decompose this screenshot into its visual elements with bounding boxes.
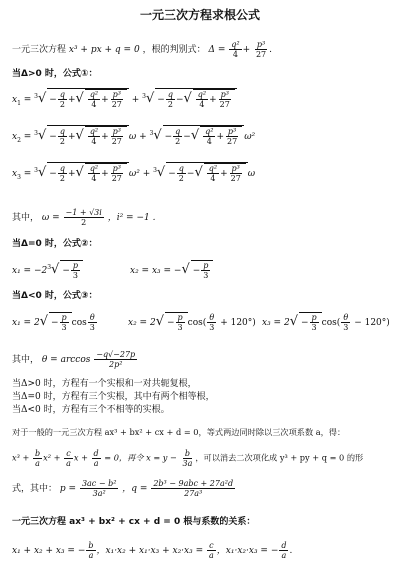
- case1-x1-formula: $x_1 = ^3√$ − $\frac{q}{2}$ +√ $\frac{\text{q²}}{4}$ + $\frac{\text{p³}}{27}$ + $^3$√ − $\frac{q}{2}$ −√ $\frac{\text{q²}}{4}$ + $\frac{\text{p³}}{27}$: [12, 88, 237, 110]
- omega-prefix: 其中，: [12, 213, 40, 223]
- case2-x23-formula: x₂ = x₃ = −√ − $\frac{p}{3}$: [130, 260, 213, 280]
- omega-fraction: $\frac{-1 + √3i}{2}$: [65, 208, 102, 227]
- delta-label: Δ =: [208, 45, 226, 55]
- omega-label: ω =: [41, 213, 63, 223]
- vieta-relations: x₁ + x₂ + x₃ = − $\frac{b}{a}$ ，x₁·x₂ + x₁·x₃ + x₂·x₃ = $\frac{c}{a}$ ，x₁·x₂·x₃ = − $\frac{d}{a}$ .: [12, 541, 293, 560]
- theta-fraction: $\frac{-q√-27p}{\text{2p²}}$: [96, 350, 136, 369]
- theta-note: 其中， θ = arccos $\frac{-q√-27p}{\text{2p²}}$: [12, 350, 136, 369]
- vieta-heading: 一元三次方程 ax³ + bx² + cx + d = 0 根与系数的关系：: [12, 517, 256, 527]
- intro-line: 一元三次方程 x³ + px + q = 0 ，根的判别式： Δ = $\frac{\text{q²}}{4}$ + $\frac{\text{p³}}{27}$ .: [12, 40, 273, 59]
- delta-term-p: $\frac{\text{p³}}{27}$: [255, 40, 267, 59]
- case2-heading: 当Δ=0 时，公式②：: [12, 239, 98, 249]
- intro-equation: x³ + px + q = 0: [68, 45, 140, 55]
- delta-term-q: $\frac{\text{q²}}{4}$: [231, 40, 240, 59]
- case1-x3-formula: $x_3 = ^3√$ − $\frac{q}{2}$ +√ $\frac{\text{q²}}{4}$ + $\frac{\text{p³}}{27}$ ω² + $^3$√ − $\frac{q}{2}$ −√ $\frac{\text{q²}}{4}$ + $\frac{\text{p³}}{27}$ ω: [12, 162, 255, 184]
- summary-line-1: 当Δ>0 时，方程有一个实根和一对共轭复根，: [12, 379, 197, 389]
- summary-line-3: 当Δ<0 时，方程有三个不相等的实根。: [12, 405, 170, 415]
- intro-prefix: 一元三次方程: [12, 45, 67, 55]
- general-line-2: x³ + $\frac{b}{a}$ x² + $\frac{c}{a}$ x + $\frac{d}{a}$ = 0，再令 x = y − $\frac{b}{3a}$ ，可以消去二次项化成 y³ + py + q = 0 的形: [12, 449, 364, 468]
- case1-x2-formula: $x_2 = ^3√$ − $\frac{q}{2}$ +√ $\frac{\text{q²}}{4}$ + $\frac{\text{p³}}{27}$ ω + $^3$√ − $\frac{q}{2}$ −√ $\frac{\text{q²}}{4}$ + $\frac{\text{p³}}{27}$ ω²: [12, 125, 255, 147]
- omega-note: [12, 208, 155, 227]
- page-title: 一元三次方程求根公式: [139, 8, 260, 22]
- i-definition: ，i² = −1 .: [107, 213, 156, 223]
- intro-mid: ，根的判别式：: [142, 45, 206, 55]
- summary-line-2: 当Δ=0 时，方程有三个实根，其中有两个相等根，: [12, 392, 215, 402]
- case1-heading: 当Δ>0 时，公式①：: [12, 69, 98, 79]
- general-line-3: 式，其中： p = $\frac{\text{3ac − b²}}{\text{3a²}}$ ，q = $\frac{\text{2b³ − 9abc + 27a²d}}{\text{27a³}}$: [12, 479, 234, 498]
- general-line-1: 对于一般的一元三次方程 ax³ + bx² + cx + d = 0，等式两边同时除以三次项系数 a，得：: [12, 427, 346, 437]
- case3-x3-formula: x₃ = 2√ − $\frac{p}{3}$ cos( $\frac{\theta}{3}$ − 120°): [262, 312, 390, 332]
- case2-x1-formula: $x_1 = -2^3√$ − $\frac{p}{3}$: [12, 260, 83, 280]
- case3-heading: 当Δ<0 时，公式③：: [12, 291, 98, 301]
- case3-x1-formula: x₁ = 2√ − $\frac{p}{3}$ cos $\frac{\theta}{3}$: [12, 312, 98, 332]
- case3-x2-formula: x₂ = 2√ − $\frac{p}{3}$ cos( $\frac{\theta}{3}$ + 120°): [128, 312, 256, 332]
